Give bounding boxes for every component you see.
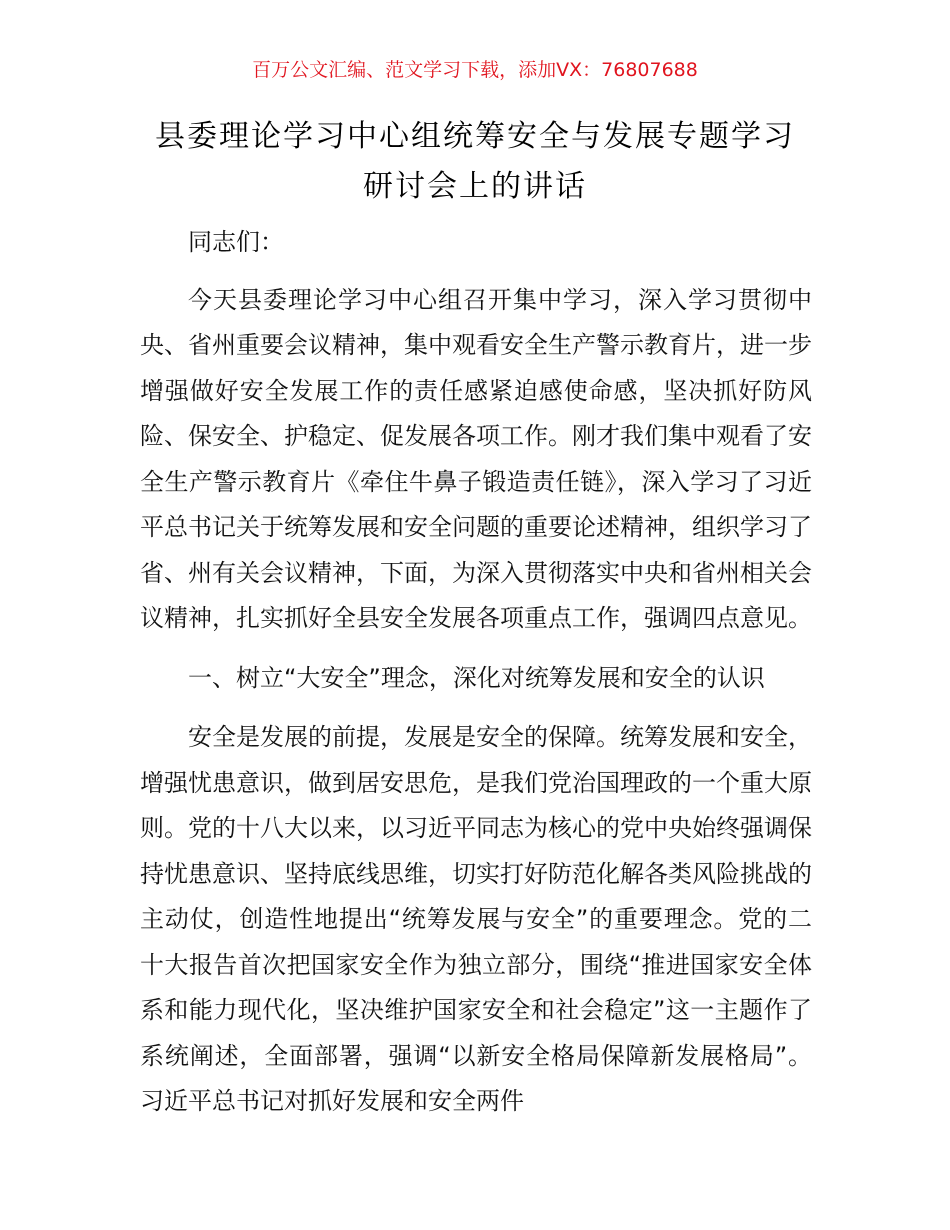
- section-heading-1: 一、树立“大安全”理念，深化对统筹发展和安全的认识: [188, 663, 765, 692]
- title-line-2: 研讨会上的讲话: [363, 169, 587, 204]
- title-line-1: 县委理论学习中心组统筹安全与发展专题学习: [155, 119, 795, 154]
- salutation: 同志们：: [188, 228, 284, 256]
- header-watermark-note: 百万公文汇编、范文学习下载，添加VX：76807688: [252, 59, 698, 81]
- paragraph-section-1: 安全是发展的前提，发展是安全的保障。统筹发展和安全，增强忧患意识，做到居安思危，是我们党治国理政的一个重大原则。党的十八大以来，以习近平同志为核心的党中央始终强调保持忧患意识、坚持底线思维，切实打好防范化解各类风险挑战的主动仗，创造性地提出“统筹发展与安全”的重要理念。党的二十大报告首次把国家安全作为独立部分，围绕“推进国家安全体系和能力现代化，坚决维护国家安全和社会稳定”这一主题作了系统阐述，全面部署，强调“以新安全格局保障新发展格局”。习近平总书记对抓好发展和安全两件: [140, 723, 812, 1115]
- document-body: [140, 220, 812, 1139]
- document-title: [60, 112, 890, 212]
- paragraph-intro: 今天县委理论学习中心组召开集中学习，深入学习贯彻中央、省州重要会议精神，集中观看安全生产警示教育片，进一步增强做好安全发展工作的责任感紧迫感使命感，坚决抓好防风险、保安全、护稳定、促发展各项工作。刚才我们集中观看了安全生产警示教育片《牵住牛鼻子锻造责任链》，深入学习了习近平总书记关于统筹发展和安全问题的重要论述精神，组织学习了省、州有关会议精神，下面，为深入贯彻落实中央和省州相关会议精神，扎实抓好全县安全发展各项重点工作，强调四点意见。: [140, 285, 812, 632]
